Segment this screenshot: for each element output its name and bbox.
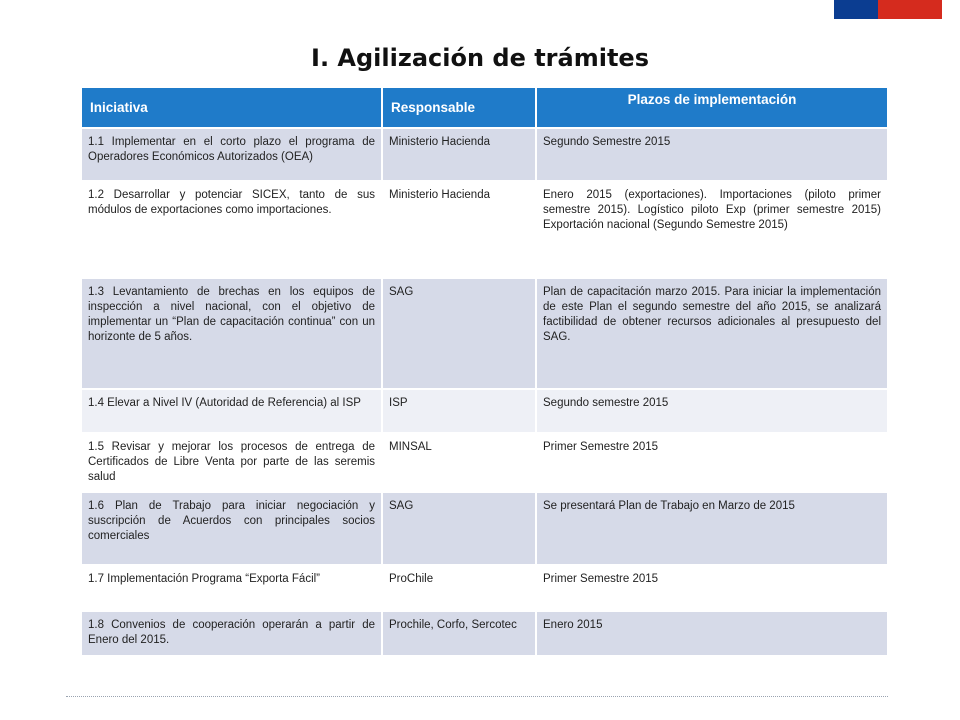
page-title: I. Agilización de trámites bbox=[311, 44, 649, 72]
cell-responsable: MINSAL bbox=[382, 433, 536, 492]
cell-responsable: Ministerio Hacienda bbox=[382, 128, 536, 181]
cell-responsable: ISP bbox=[382, 389, 536, 433]
flag-red-stripe bbox=[878, 0, 942, 19]
table-row bbox=[82, 611, 888, 655]
cell-plazo: Se presentará Plan de Trabajo en Marzo de 2015 bbox=[536, 492, 888, 565]
cell-plazo: Primer Semestre 2015 bbox=[536, 565, 888, 611]
cell-plazo: Enero 2015 bbox=[536, 611, 888, 655]
table-row bbox=[82, 389, 888, 433]
cell-responsable: ProChile bbox=[382, 565, 536, 611]
initiatives-table bbox=[82, 88, 889, 655]
cell-iniciativa: 1.6 Plan de Trabajo para iniciar negociación y suscripción de Acuerdos con principales socios comerciales bbox=[82, 492, 382, 565]
cell-responsable: SAG bbox=[382, 278, 536, 389]
table-row bbox=[82, 278, 888, 389]
cell-responsable: Prochile, Corfo, Sercotec bbox=[382, 611, 536, 655]
cell-iniciativa: 1.7 Implementación Programa “Exporta Fácil” bbox=[82, 565, 382, 611]
cell-iniciativa: 1.3 Levantamiento de brechas en los equipos de inspección a nivel nacional, con el objetivo de implementar un “Plan de capacitación continua” con un horizonte de 5 años. bbox=[82, 278, 382, 389]
table-row bbox=[82, 433, 888, 492]
cell-plazo: Plan de capacitación marzo 2015. Para iniciar la implementación de este Plan el segundo semestre del año 2015, se analizará factibilidad de obtener recursos adicionales al presupuesto del SAG. bbox=[536, 278, 888, 389]
table-row bbox=[82, 181, 888, 278]
cell-plazo: Segundo Semestre 2015 bbox=[536, 128, 888, 181]
cell-responsable: SAG bbox=[382, 492, 536, 565]
cell-plazo: Enero 2015 (exportaciones). Importaciones (piloto primer semestre 2015). Logístico piloto Exp (primer semestre 2015) Exportación nacional (Segundo Semestre 2015) bbox=[536, 181, 888, 278]
cell-iniciativa: 1.5 Revisar y mejorar los procesos de entrega de Certificados de Libre Venta por parte de las seremis salud bbox=[82, 433, 382, 492]
flag-blue-stripe bbox=[834, 0, 878, 19]
cell-iniciativa: 1.1 Implementar en el corto plazo el programa de Operadores Económicos Autorizados (OEA) bbox=[82, 128, 382, 181]
flag-logo bbox=[834, 0, 942, 19]
table-row bbox=[82, 128, 888, 181]
table-header-row bbox=[82, 88, 888, 128]
table-row bbox=[82, 492, 888, 565]
cell-iniciativa: 1.8 Convenios de cooperación operarán a partir de Enero del 2015. bbox=[82, 611, 382, 655]
cell-responsable: Ministerio Hacienda bbox=[382, 181, 536, 278]
header-iniciativa: Iniciativa bbox=[82, 88, 382, 128]
cell-plazo: Primer Semestre 2015 bbox=[536, 433, 888, 492]
cell-iniciativa: 1.4 Elevar a Nivel IV (Autoridad de Referencia) al ISP bbox=[82, 389, 382, 433]
footer-divider bbox=[66, 696, 888, 697]
header-plazos: Plazos de implementación bbox=[536, 88, 888, 128]
cell-iniciativa: 1.2 Desarrollar y potenciar SICEX, tanto de sus módulos de exportaciones como importaciones. bbox=[82, 181, 382, 278]
cell-plazo: Segundo semestre 2015 bbox=[536, 389, 888, 433]
table-row bbox=[82, 565, 888, 611]
header-responsable: Responsable bbox=[382, 88, 536, 128]
